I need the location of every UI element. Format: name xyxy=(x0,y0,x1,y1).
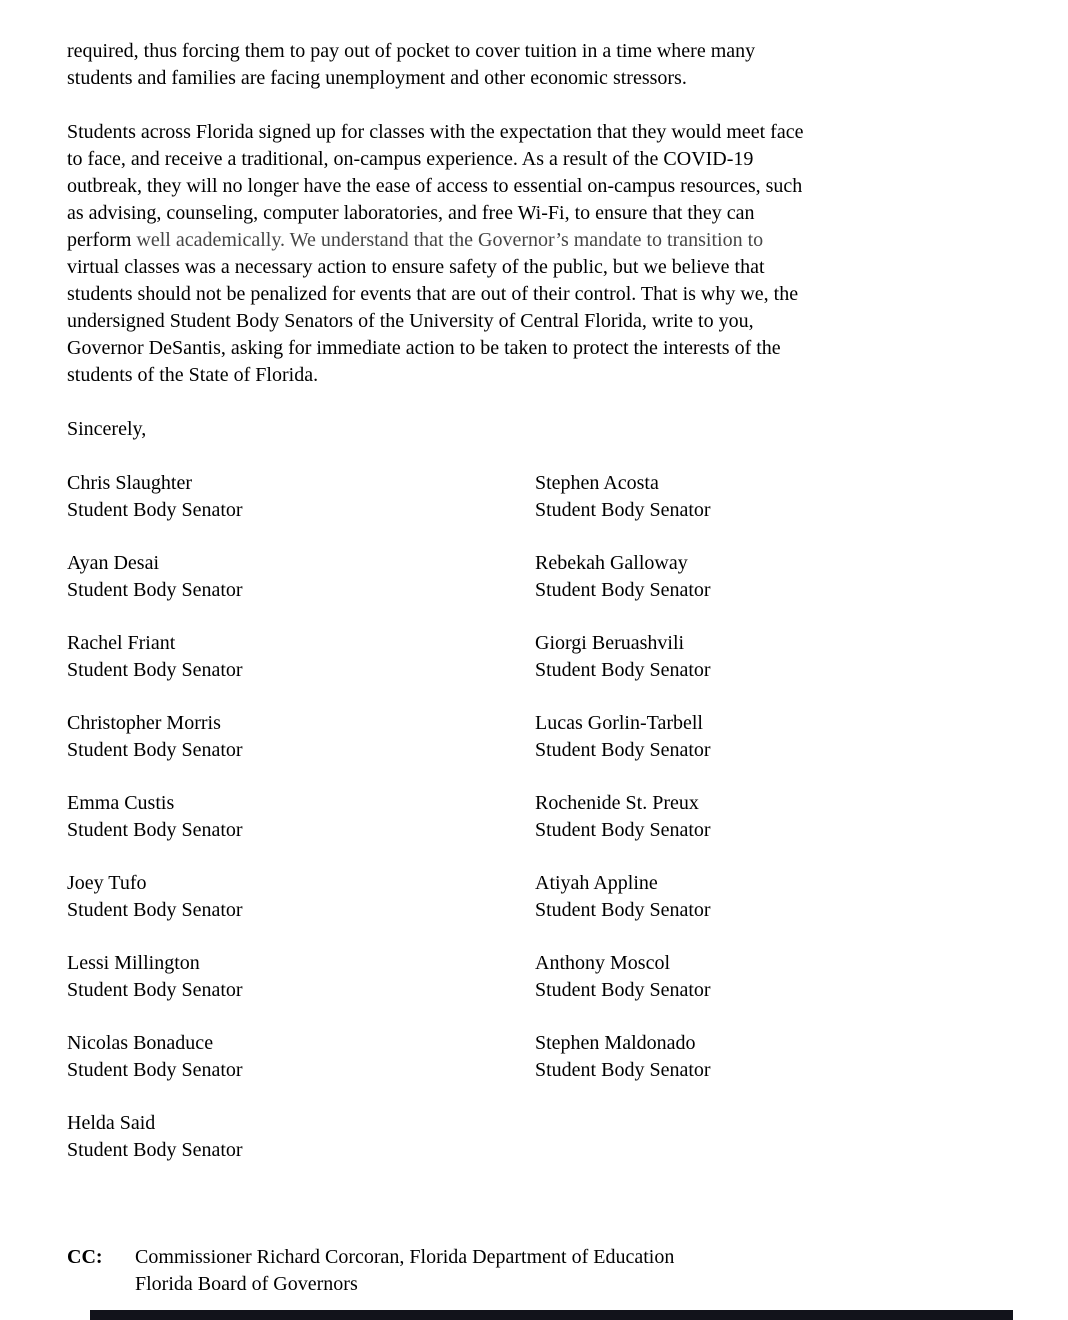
closing-text: Sincerely, xyxy=(67,418,147,440)
signatory-title: Student Body Senator xyxy=(535,579,711,601)
signatory-title: Student Body Senator xyxy=(67,819,243,841)
signature-block xyxy=(535,550,1008,604)
text-segment: to face, and receive a traditional, on-campus experience. As a result of the COVID-19 xyxy=(67,148,754,170)
letter-content xyxy=(67,38,1008,1298)
cc-label: CC: xyxy=(67,1246,103,1268)
paragraph-line xyxy=(67,38,1008,65)
paragraph-line xyxy=(67,227,1008,254)
paragraph-line xyxy=(67,146,1008,173)
text-segment: Students across Florida signed up for classes with the expectation that they would meet face xyxy=(67,121,804,143)
signatory-name: Atiyah Appline xyxy=(535,872,658,894)
signatory-name: Giorgi Beruashvili xyxy=(535,632,685,654)
text-segment: undersigned Student Body Senators of the University of Central Florida, write to you, xyxy=(67,310,754,332)
signatory-title: Student Body Senator xyxy=(535,979,711,1001)
signatory-title: Student Body Senator xyxy=(67,899,243,921)
signature-block xyxy=(67,870,535,924)
signatory-name: Rochenide St. Preux xyxy=(535,792,699,814)
signatory-name: Christopher Morris xyxy=(67,712,221,734)
signature-block xyxy=(67,550,535,604)
signatory-title: Student Body Senator xyxy=(67,659,243,681)
signature-block xyxy=(535,470,1008,524)
signatory-name: Helda Said xyxy=(67,1112,156,1134)
paragraph-line xyxy=(67,335,1008,362)
signatory-title: Student Body Senator xyxy=(67,579,243,601)
signature-block xyxy=(535,950,1008,1004)
paragraph-line xyxy=(67,200,1008,227)
signature-block xyxy=(535,790,1008,844)
cc-line: Commissioner Richard Corcoran, Florida Department of Education xyxy=(135,1246,675,1268)
signature-block xyxy=(535,1030,1008,1084)
signatory-name: Lessi Millington xyxy=(67,952,200,974)
signatory-title: Student Body Senator xyxy=(535,499,711,521)
signature-block xyxy=(67,1030,535,1084)
paragraph-line xyxy=(67,65,1008,92)
signature-block xyxy=(67,790,535,844)
signatory-name: Rachel Friant xyxy=(67,632,176,654)
signatory-name: Stephen Acosta xyxy=(535,472,659,494)
paragraph-line xyxy=(67,281,1008,308)
text-segment: perform xyxy=(67,229,137,251)
text-segment: Governor DeSantis, asking for immediate action to be taken to protect the interests of the xyxy=(67,337,781,359)
signature-block xyxy=(535,710,1008,764)
text-segment: outbreak, they will no longer have the ease of access to essential on-campus resources, such xyxy=(67,175,803,197)
text-segment: students of the State of Florida. xyxy=(67,364,319,386)
signatory-name: Nicolas Bonaduce xyxy=(67,1032,214,1054)
paragraph-line xyxy=(67,119,1008,146)
paragraph-line xyxy=(67,362,1008,389)
text-segment: required, thus forcing them to pay out of pocket to cover tuition in a time where many xyxy=(67,40,756,62)
signatory-title: Student Body Senator xyxy=(67,1059,243,1081)
signature-block xyxy=(535,630,1008,684)
signatory-name: Emma Custis xyxy=(67,792,175,814)
letter-paragraph xyxy=(67,38,1008,92)
footer-bar xyxy=(90,1310,1013,1320)
paragraph-line xyxy=(67,173,1008,200)
signatory-title: Student Body Senator xyxy=(67,1139,243,1161)
cc-line: Florida Board of Governors xyxy=(135,1273,358,1295)
signature-block xyxy=(67,1110,535,1164)
signatory-name: Chris Slaughter xyxy=(67,472,192,494)
signatory-title: Student Body Senator xyxy=(535,1059,711,1081)
signature-block xyxy=(67,470,535,524)
letter-paragraph xyxy=(67,119,1008,389)
signatory-title: Student Body Senator xyxy=(535,819,711,841)
signature-block xyxy=(535,870,1008,924)
signature-block xyxy=(67,630,535,684)
signatory-name: Ayan Desai xyxy=(67,552,160,574)
text-segment: virtual classes was a necessary action to ensure safety of the public, but we believe that xyxy=(67,256,765,278)
text-segment: as advising, counseling, computer laboratories, and free Wi-Fi, to ensure that they can xyxy=(67,202,755,224)
paragraph-line xyxy=(67,308,1008,335)
signature-empty xyxy=(535,1110,1008,1164)
text-segment: students and families are facing unemployment and other economic stressors. xyxy=(67,67,687,89)
edited-text-segment: well academically. We understand that the Governor’s mandate to transition to xyxy=(136,229,764,251)
signatory-title: Student Body Senator xyxy=(67,739,243,761)
signatory-name: Anthony Moscol xyxy=(535,952,670,974)
paragraph-line xyxy=(67,254,1008,281)
signatory-name: Rebekah Galloway xyxy=(535,552,688,574)
signature-block xyxy=(67,950,535,1004)
signatory-title: Student Body Senator xyxy=(535,739,711,761)
signatory-name: Stephen Maldonado xyxy=(535,1032,696,1054)
text-segment: students should not be penalized for events that are out of their control. That is why we, the xyxy=(67,283,799,305)
letter-body xyxy=(67,38,1008,389)
signatory-title: Student Body Senator xyxy=(67,979,243,1001)
signatory-title: Student Body Senator xyxy=(535,899,711,921)
cc-recipients xyxy=(135,1244,674,1298)
signatory-title: Student Body Senator xyxy=(67,499,243,521)
signature-block xyxy=(67,710,535,764)
signature-list xyxy=(67,470,1008,1190)
signatory-name: Joey Tufo xyxy=(67,872,147,894)
signatory-name: Lucas Gorlin-Tarbell xyxy=(535,712,703,734)
signatory-title: Student Body Senator xyxy=(535,659,711,681)
cc-section xyxy=(67,1244,1008,1298)
